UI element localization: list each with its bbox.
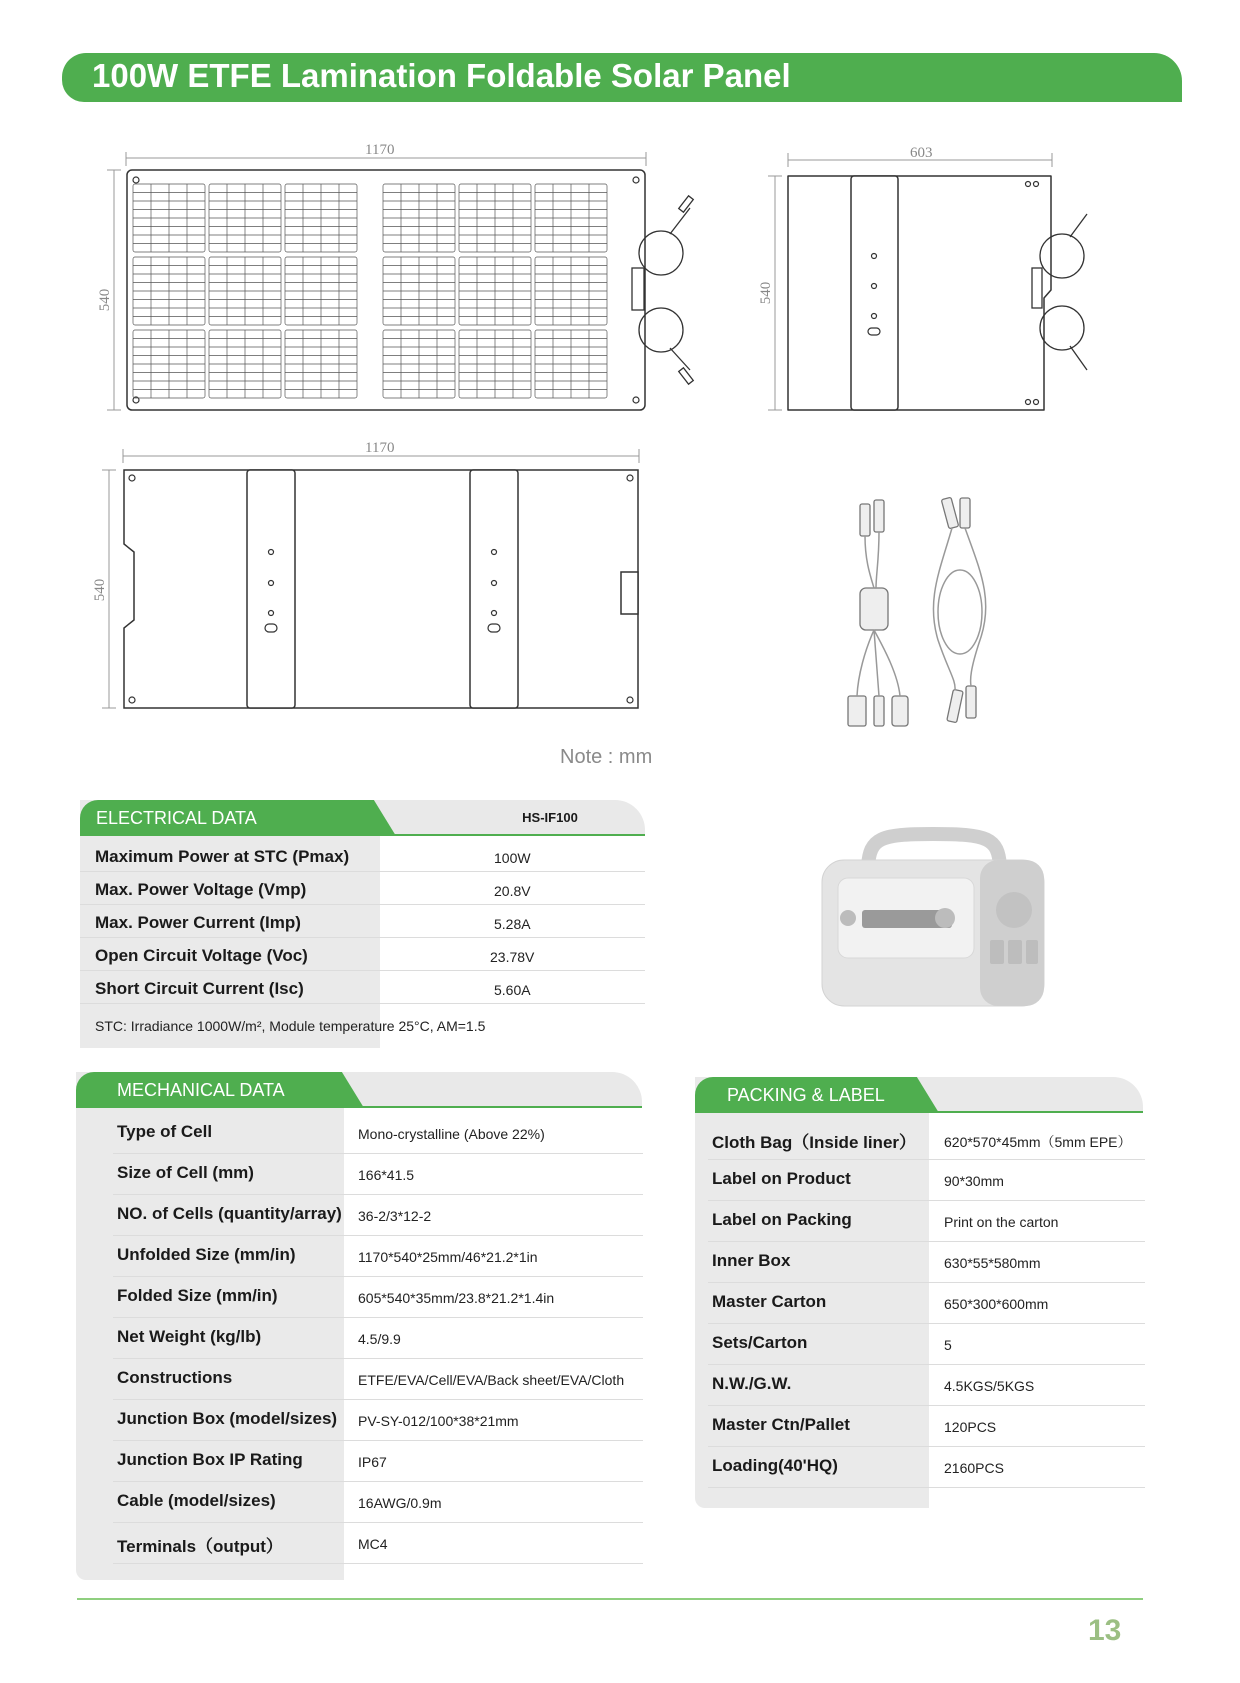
mechanical-row-label: Folded Size (mm/in) [117, 1286, 278, 1305]
mechanical-row [113, 1112, 643, 1154]
electrical-row [80, 904, 645, 938]
mechanical-row [113, 1440, 643, 1482]
packing-row [708, 1405, 1145, 1447]
packing-row-value: Print on the carton [944, 1214, 1059, 1230]
electrical-header-line [80, 834, 645, 836]
mechanical-row [113, 1235, 643, 1277]
mechanical-row [113, 1153, 643, 1195]
electrical-row-label: Max. Power Current (Imp) [95, 913, 301, 932]
front-height-label: 540 [97, 288, 113, 312]
packing-row [708, 1282, 1145, 1324]
mechanical-row [113, 1194, 643, 1236]
panel-folded-drawing [760, 138, 1110, 418]
packing-header-title: PACKING & LABEL [695, 1077, 905, 1113]
footer-divider [77, 1598, 1143, 1600]
mechanical-row-label: Terminals（output） [117, 1537, 283, 1556]
electrical-row-value: 5.28A [494, 916, 531, 932]
unit-note: Note : mm [560, 746, 653, 768]
mechanical-row-value: 605*540*35mm/23.8*21.2*1.4in [358, 1290, 555, 1306]
page-number: 13 [1088, 1614, 1122, 1647]
folded-width-label: 603 [910, 145, 933, 161]
mechanical-row-value: PV-SY-012/100*38*21mm [358, 1413, 519, 1429]
packing-row-value: 620*570*45mm（5mm EPE） [944, 1134, 1132, 1150]
mechanical-row [113, 1481, 643, 1523]
packing-row-value: 650*300*600mm [944, 1296, 1049, 1312]
mechanical-row-label: Junction Box IP Rating [117, 1450, 303, 1469]
mechanical-row-label: NO. of Cells (quantity/array) [117, 1204, 342, 1223]
packing-row [708, 1364, 1145, 1406]
electrical-row-value: 23.78V [490, 949, 535, 965]
panel-back-drawing [90, 440, 650, 720]
packing-row [708, 1241, 1145, 1283]
packing-row-label: Label on Packing [712, 1210, 852, 1229]
mechanical-header [76, 1072, 642, 1108]
front-width-label: 1170 [365, 142, 395, 158]
mechanical-row-value: Mono-crystalline (Above 22%) [358, 1126, 545, 1142]
packing-row-value: 120PCS [944, 1419, 997, 1435]
mechanical-header-title: MECHANICAL DATA [76, 1072, 330, 1108]
electrical-footnote: STC: Irradiance 1000W/m², Module temperature 25°C, AM=1.5 [95, 1018, 486, 1034]
mechanical-row-label: Type of Cell [117, 1122, 213, 1141]
packing-row-label: Inner Box [712, 1251, 791, 1270]
mechanical-row-value: IP67 [358, 1454, 387, 1470]
packing-row-label: Sets/Carton [712, 1333, 808, 1352]
packing-row-label: Label on Product [712, 1169, 851, 1188]
electrical-row [80, 970, 645, 1004]
packing-header [695, 1077, 1143, 1113]
packing-row [708, 1118, 1145, 1160]
mechanical-row-value: 166*41.5 [358, 1167, 415, 1183]
packing-row-value: 2160PCS [944, 1460, 1004, 1476]
packing-row-value: 90*30mm [944, 1173, 1004, 1189]
mechanical-row-value: MC4 [358, 1536, 388, 1552]
mechanical-row [113, 1522, 643, 1564]
packing-row-label: N.W./G.W. [712, 1374, 792, 1393]
mechanical-header-line [76, 1106, 642, 1108]
cable-illustration [830, 490, 1020, 740]
packing-row-label: Cloth Bag（Inside liner） [712, 1133, 917, 1152]
electrical-model: HS-IF100 [522, 810, 578, 825]
electrical-row-label: Short Circuit Current (Isc) [95, 979, 304, 998]
mechanical-row-value: ETFE/EVA/Cell/EVA/Back sheet/EVA/Cloth [358, 1372, 625, 1388]
back-width-label: 1170 [365, 440, 395, 456]
packing-row [708, 1200, 1145, 1242]
mechanical-row [113, 1317, 643, 1359]
packing-row [708, 1446, 1145, 1488]
page-title: 100W ETFE Lamination Foldable Solar Panel [92, 57, 791, 94]
electrical-row [80, 871, 645, 905]
mechanical-row-label: Net Weight (kg/lb) [117, 1327, 262, 1346]
packing-row-value: 5 [944, 1337, 952, 1353]
mechanical-row-value: 16AWG/0.9m [358, 1495, 442, 1511]
packing-row-label: Loading(40'HQ) [712, 1456, 838, 1475]
electrical-row-value: 20.8V [494, 883, 531, 899]
electrical-header-title: ELECTRICAL DATA [80, 800, 362, 836]
mechanical-row [113, 1358, 643, 1400]
back-height-label: 540 [92, 578, 108, 602]
mechanical-row-label: Cable (model/sizes) [117, 1491, 276, 1510]
packing-row-value: 630*55*580mm [944, 1255, 1041, 1271]
panel-front-drawing [95, 138, 705, 418]
electrical-row-label: Max. Power Voltage (Vmp) [95, 880, 307, 899]
electrical-row-value: 5.60A [494, 982, 531, 998]
mechanical-row-value: 4.5/9.9 [358, 1331, 401, 1347]
mechanical-row-value: 1170*540*25mm/46*21.2*1in [358, 1249, 538, 1265]
packing-header-line [695, 1111, 1143, 1113]
mechanical-row-label: Constructions [117, 1368, 233, 1387]
mechanical-row-label: Size of Cell (mm) [117, 1163, 254, 1182]
electrical-row-label: Open Circuit Voltage (Voc) [95, 946, 308, 965]
folded-height-label: 540 [758, 281, 774, 305]
packing-row-value: 4.5KGS/5KGS [944, 1378, 1035, 1394]
mechanical-row-label: Unfolded Size (mm/in) [117, 1245, 296, 1264]
packing-row-label: Master Ctn/Pallet [712, 1415, 850, 1434]
electrical-row [80, 838, 645, 872]
mechanical-row [113, 1399, 643, 1441]
electrical-header [80, 800, 645, 836]
packing-row-label: Master Carton [712, 1292, 827, 1311]
mechanical-row [113, 1276, 643, 1318]
electrical-row-label: Maximum Power at STC (Pmax) [95, 847, 350, 866]
electrical-row [80, 937, 645, 971]
power-station-image [818, 830, 1048, 1010]
packing-row [708, 1159, 1145, 1201]
electrical-row-value: 100W [494, 850, 531, 866]
mechanical-row-value: 36-2/3*12-2 [358, 1208, 432, 1224]
packing-row [708, 1323, 1145, 1365]
mechanical-row-label: Junction Box (model/sizes) [117, 1409, 338, 1428]
